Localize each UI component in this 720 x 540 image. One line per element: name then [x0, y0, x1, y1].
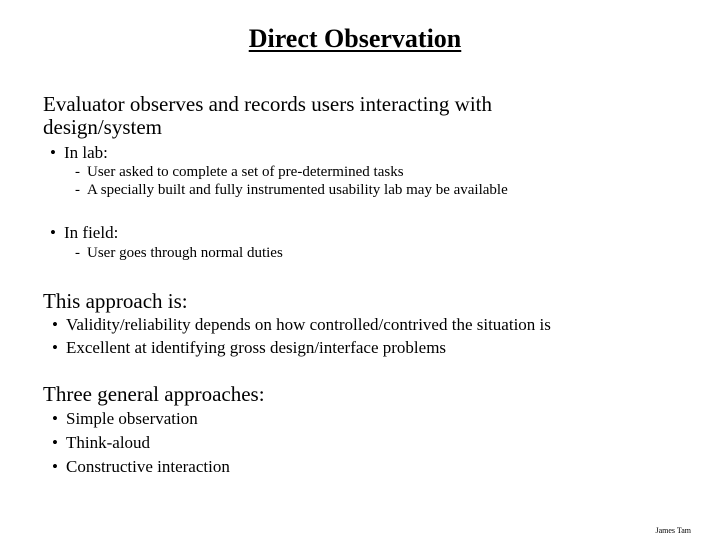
- approach-heading: This approach is:: [43, 289, 188, 313]
- intro-line-1: Evaluator observes and records users interacting with: [43, 92, 493, 116]
- bullet-icon: •: [52, 409, 58, 428]
- intro-line-2: design/system: [43, 115, 162, 139]
- bullet-icon: •: [52, 433, 58, 452]
- general-heading: Three general approaches:: [43, 382, 265, 406]
- in-lab-subitem: - User asked to complete a set of pre-determined tasks: [75, 164, 404, 180]
- in-field-item: [50, 223, 118, 243]
- approach-item: • Excellent at identifying gross design/interface problems: [52, 338, 447, 357]
- in-lab-subitem: - A specially built and fully instrumented usability lab may be available: [75, 182, 508, 198]
- slide-title: Direct Observation: [248, 24, 462, 53]
- bullet-icon: •: [50, 143, 56, 162]
- bullet-icon: •: [52, 315, 58, 334]
- dash-icon: -: [75, 182, 80, 198]
- dash-icon: -: [75, 245, 80, 261]
- in-field-label: In field:: [64, 223, 119, 242]
- in-lab-label: In lab:: [64, 143, 108, 162]
- in-field-subitem: - User goes through normal duties: [75, 245, 283, 261]
- general-item: • Constructive interaction: [52, 457, 230, 476]
- dash-icon: -: [75, 164, 80, 180]
- intro-text: [43, 93, 492, 139]
- bullet-icon: •: [52, 457, 58, 476]
- author-credit: James Tam: [655, 526, 691, 535]
- in-lab-item: [50, 143, 108, 163]
- bullet-icon: •: [52, 338, 58, 357]
- general-item: • Think-aloud: [52, 433, 151, 452]
- approach-item: • Validity/reliability depends on how controlled/contrived the situation is: [52, 315, 551, 334]
- bullet-icon: •: [50, 223, 56, 242]
- general-item: • Simple observation: [52, 409, 198, 428]
